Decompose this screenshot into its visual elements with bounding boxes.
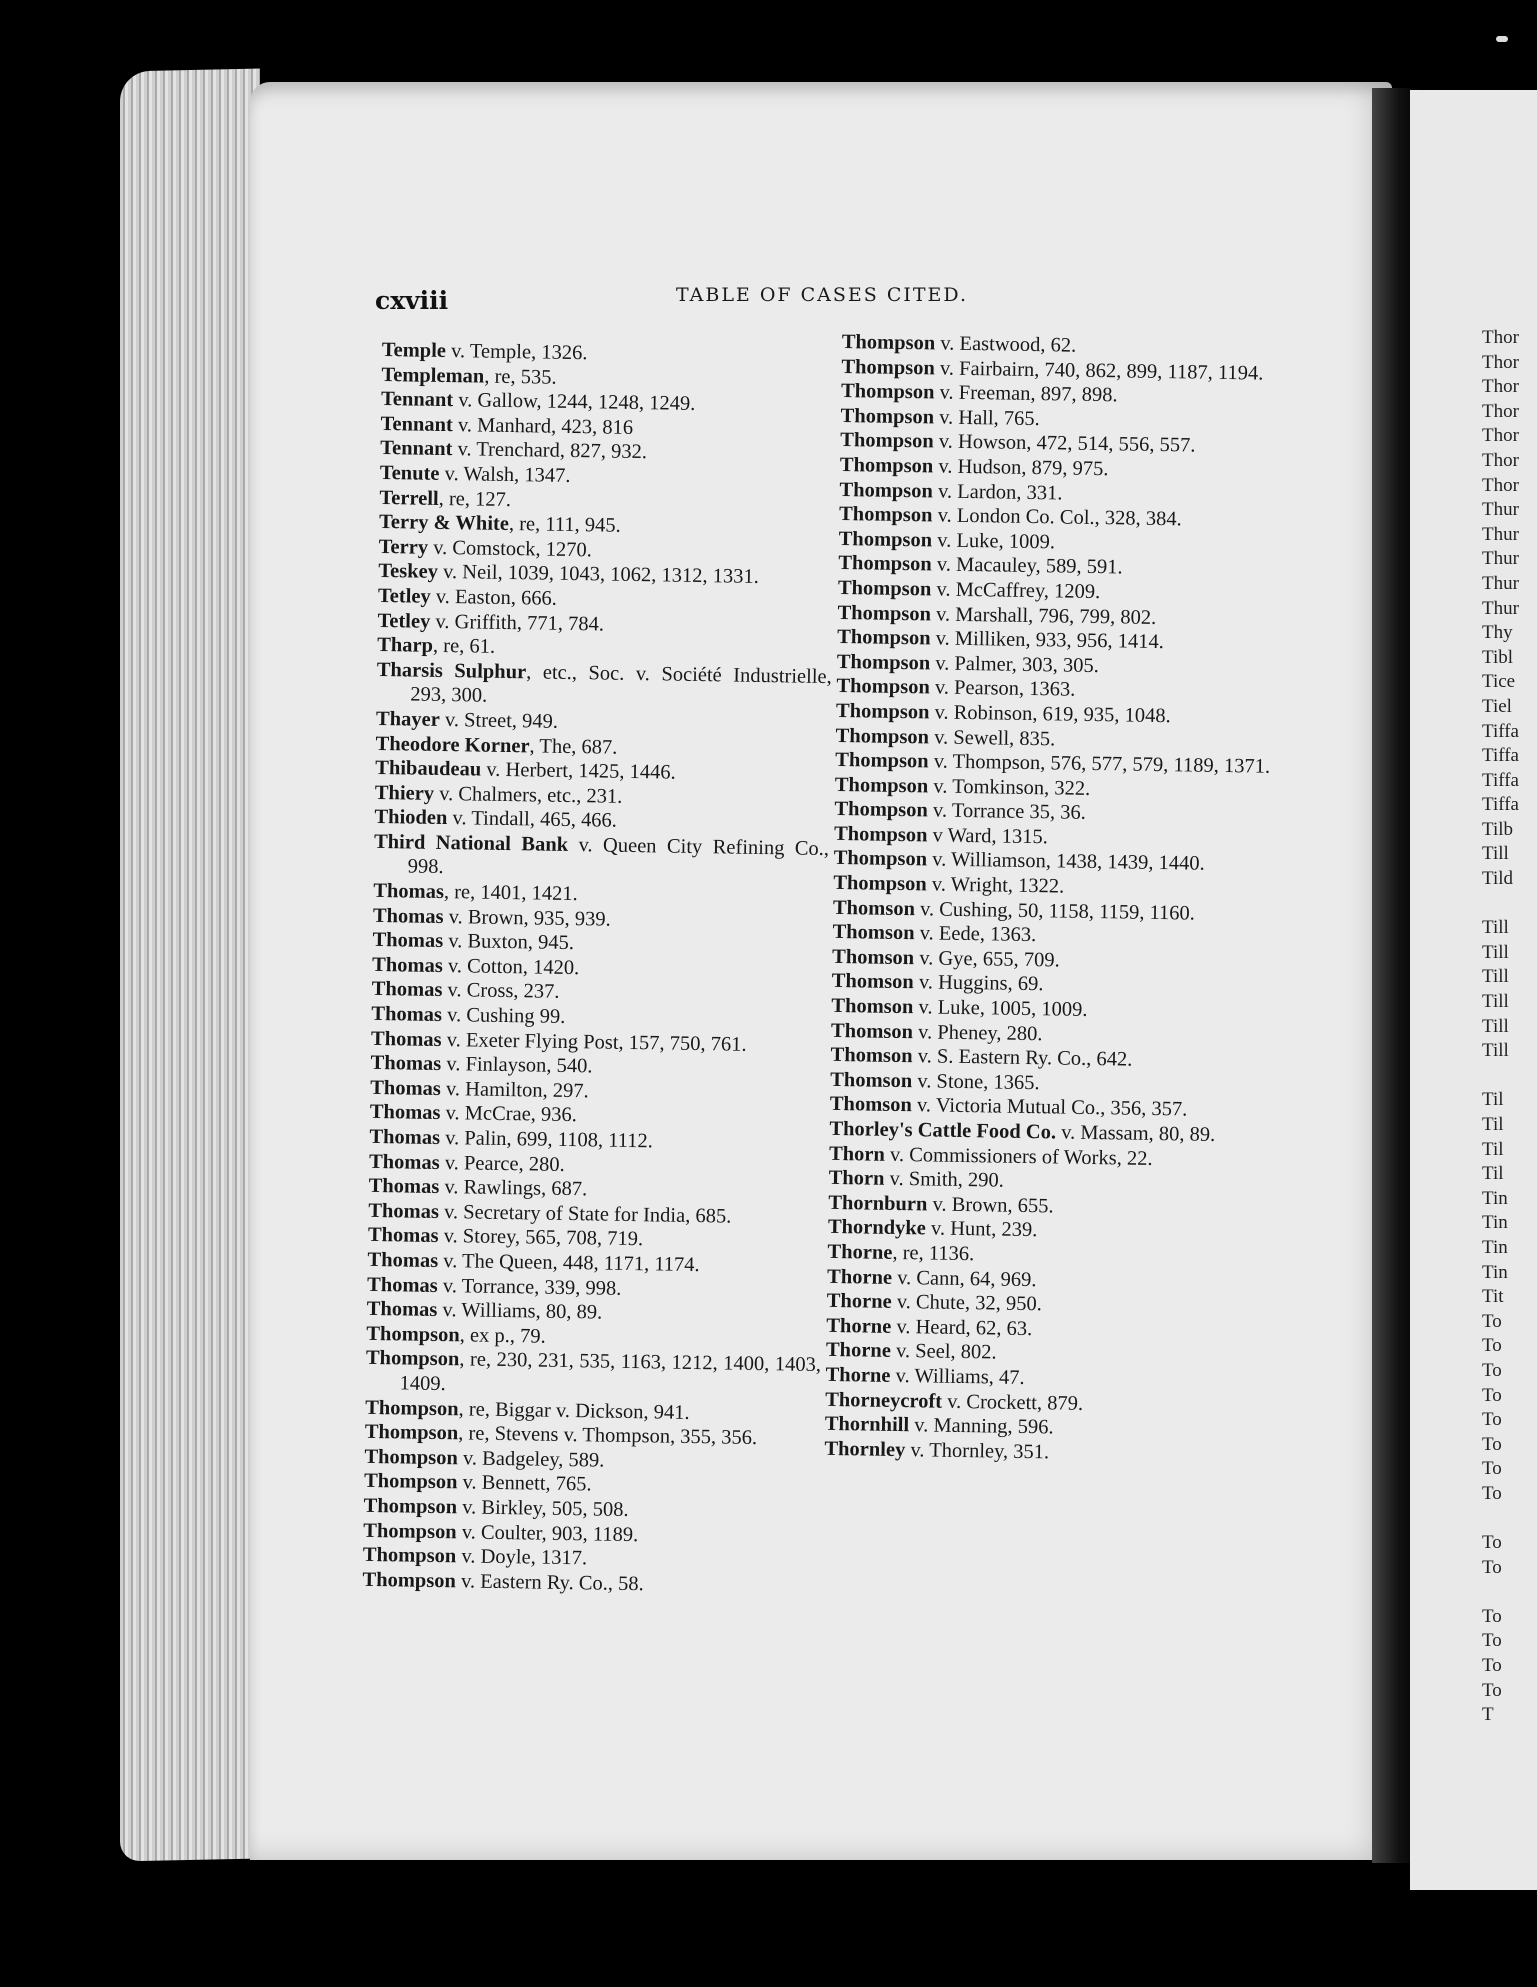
- facing-page-fragment: Tild: [1482, 868, 1513, 890]
- case-citation: v. Freeman, 897, 898.: [934, 381, 1118, 407]
- facing-page-fragment: Till: [1482, 966, 1509, 988]
- facing-page-fragment: Till: [1482, 1040, 1509, 1062]
- case-party: Thompson: [366, 1322, 460, 1347]
- case-party: Thomas: [368, 1199, 440, 1223]
- case-party: Thorn: [828, 1142, 886, 1166]
- page-edge-stack: [120, 69, 260, 1862]
- case-party: Thompson: [838, 527, 933, 552]
- case-party: Thorley's Cattle Food Co.: [829, 1117, 1057, 1144]
- case-party: Thomas: [366, 1273, 438, 1297]
- case-party: Thompson: [837, 576, 932, 601]
- case-citation: v. Griffith, 771, 784.: [430, 610, 605, 636]
- case-party: Thompson: [835, 724, 930, 748]
- case-party: Thomas: [372, 904, 444, 928]
- case-party: Thompson: [836, 650, 931, 675]
- case-party: Thomas: [367, 1224, 439, 1248]
- case-party: Thompson: [833, 822, 928, 847]
- case-party: Thomas: [369, 1125, 441, 1150]
- case-party: Terry: [378, 535, 429, 559]
- facing-page-fragment: [1482, 1580, 1537, 1605]
- case-citation: v. Eede, 1363.: [914, 922, 1037, 947]
- case-citation: v. Thornley, 351.: [905, 1438, 1050, 1464]
- case-party: Thompson: [838, 503, 933, 527]
- case-party: Tennant: [380, 388, 454, 412]
- case-party: Terrell: [379, 486, 439, 510]
- case-citation: v. Neil, 1039, 1043, 1062, 1312, 1331.: [437, 561, 760, 589]
- case-party: Temple: [381, 338, 447, 363]
- case-citation: v. Chalmers, etc., 231.: [433, 782, 623, 808]
- case-party: Thomson: [829, 1093, 913, 1117]
- case-citation: v. Brown, 655.: [927, 1193, 1054, 1218]
- facing-page-fragment: Till: [1482, 843, 1509, 865]
- case-party: Thomson: [830, 1044, 913, 1068]
- case-citation: v. McCaffrey, 1209.: [931, 578, 1101, 604]
- facing-page-fragment: To: [1482, 1556, 1502, 1578]
- facing-page-fragment: Thor: [1482, 400, 1519, 422]
- case-party: Thompson: [833, 871, 927, 896]
- scan-mark: [1496, 36, 1508, 42]
- case-citation: v. Walsh, 1347.: [439, 462, 571, 487]
- case-party: Thompson: [838, 552, 932, 576]
- case-party: Third National Bank: [373, 830, 569, 856]
- facing-page-fragment: To: [1482, 1384, 1502, 1406]
- facing-page-fragment: To: [1482, 1335, 1502, 1357]
- case-citation: v. Comstock, 1270.: [427, 536, 593, 562]
- facing-page-fragment: To: [1482, 1409, 1502, 1431]
- case-party: Thomas: [373, 879, 445, 904]
- facing-page-fragment: Tiffa: [1482, 745, 1519, 767]
- facing-page-fragment: Tilb: [1482, 818, 1513, 840]
- case-citation: v. Finlayson, 540.: [441, 1053, 593, 1078]
- case-citation: v. McCrae, 936.: [440, 1102, 578, 1127]
- case-citation: v. Hamilton, 297.: [440, 1077, 589, 1103]
- case-citation: v. Street, 949.: [439, 708, 559, 733]
- case-party: Thompson: [835, 699, 930, 724]
- case-citation: v. Rawlings, 687.: [439, 1176, 588, 1201]
- case-party: Thomas: [371, 953, 443, 977]
- case-citation: v. Commissioners of Works, 22.: [884, 1143, 1153, 1170]
- case-citation: v. Manhard, 423, 816: [452, 413, 634, 439]
- facing-page-fragment: Thur: [1482, 597, 1519, 619]
- facing-page-fragment: Tiffa: [1482, 769, 1519, 791]
- case-party: Thompson: [362, 1568, 457, 1593]
- case-entry: [376, 658, 832, 714]
- facing-page-fragment: Tice: [1482, 671, 1516, 693]
- case-party: Thibaudeau: [375, 757, 482, 781]
- facing-page-fragment: Thor: [1482, 376, 1519, 398]
- facing-page-fragment: Till: [1482, 941, 1509, 963]
- facing-page-fragment: To: [1482, 1359, 1502, 1381]
- case-party: Thomas: [370, 1076, 442, 1100]
- case-party: Thompson: [364, 1445, 459, 1470]
- case-party: Thompson: [837, 626, 931, 650]
- facing-page-fragment: Thur: [1482, 523, 1519, 545]
- case-citation: v. Pearce, 280.: [439, 1151, 565, 1176]
- case-party: Thomson: [831, 994, 914, 1019]
- case-party: Thomas: [371, 1002, 443, 1027]
- case-party: Thomas: [368, 1150, 440, 1174]
- case-citation: , re, 535.: [484, 365, 557, 389]
- case-party: Thompson: [839, 453, 934, 478]
- facing-page-fragment: Till: [1482, 991, 1509, 1013]
- facing-page-fragment: To: [1482, 1310, 1502, 1332]
- facing-page-fragment: Thor: [1482, 474, 1519, 496]
- case-party: Theodore Korner: [375, 732, 530, 757]
- case-party: Thayer: [375, 707, 440, 731]
- case-citation: v. Crockett, 879.: [941, 1390, 1084, 1415]
- case-party: Thomas: [369, 1101, 441, 1125]
- case-party: Thompson: [840, 404, 935, 429]
- facing-page-fragment: Tiffa: [1482, 720, 1519, 742]
- case-citation: v. Lardon, 331.: [932, 480, 1063, 505]
- case-party: Thomas: [368, 1175, 440, 1199]
- case-party: Thompson: [363, 1470, 458, 1494]
- case-citation: v. Secretary of State for India, 685.: [438, 1200, 732, 1228]
- case-party: Thomson: [832, 896, 916, 920]
- facing-page-fragment: T: [1482, 1704, 1494, 1726]
- case-citation: v. Brown, 935, 939.: [443, 905, 611, 931]
- case-party: Tharp: [377, 634, 434, 657]
- case-party: Thompson: [840, 380, 935, 404]
- case-party: Thompson: [363, 1494, 458, 1519]
- case-party: Thompson: [365, 1396, 459, 1420]
- case-citation: v. Cross, 237.: [442, 979, 560, 1004]
- facing-page-fragment: Tiffa: [1482, 794, 1519, 816]
- facing-page-fragment: [1482, 892, 1537, 917]
- case-party: Thornley: [824, 1437, 906, 1461]
- case-citation: v. Torrance, 339, 998.: [437, 1274, 622, 1300]
- case-citation: v. Bennett, 765.: [457, 1471, 592, 1496]
- facing-page-fragment: To: [1482, 1458, 1502, 1480]
- case-citation: v. Huggins, 69.: [913, 971, 1044, 996]
- facing-page-fragment: Till: [1482, 1015, 1509, 1037]
- case-citation: , ex p., 79.: [459, 1324, 546, 1348]
- case-party: Tennant: [380, 412, 453, 436]
- case-citation: v. Heard, 62, 63.: [891, 1315, 1033, 1340]
- case-citation: v. Smith, 290.: [884, 1167, 1005, 1192]
- case-citation: v. Palmer, 303, 305.: [930, 652, 1100, 677]
- case-citation: v. Palin, 699, 1108, 1112.: [439, 1127, 654, 1153]
- left-column: [362, 338, 837, 1599]
- case-party: Thornburn: [828, 1191, 928, 1216]
- case-party: Thorne: [825, 1363, 891, 1387]
- case-citation: v. Milliken, 933, 956, 1414.: [930, 627, 1165, 654]
- case-citation: , re, 230, 231, 535, 1163, 1212, 1400, 1403, 1409.: [399, 1348, 822, 1396]
- case-citation: v. Macauley, 589, 591.: [931, 553, 1123, 579]
- case-party: Thompson: [840, 429, 934, 453]
- case-party: Thomson: [831, 945, 915, 970]
- facing-page-fragment: Thor: [1482, 351, 1519, 373]
- case-party: Thompson: [365, 1347, 460, 1371]
- case-citation: v. Luke, 1009.: [931, 529, 1056, 554]
- case-party: Thompson: [834, 773, 929, 798]
- case-citation: , etc., Soc. v. Société Industrielle, 293, 300.: [410, 661, 832, 708]
- case-citation: v. Williams, 80, 89.: [437, 1299, 603, 1324]
- case-citation: v. Trenchard, 827, 932.: [452, 438, 648, 464]
- case-citation: v. Williamson, 1438, 1439, 1440.: [926, 848, 1205, 876]
- case-citation: , re, Biggar v. Dickson, 941.: [458, 1397, 690, 1424]
- case-entry: [365, 1346, 821, 1402]
- case-citation: v. Easton, 666.: [430, 585, 558, 610]
- case-citation: v. Doyle, 1317.: [456, 1545, 588, 1570]
- case-citation: v. Wright, 1322.: [926, 873, 1065, 898]
- case-citation: v. Pheney, 280.: [912, 1020, 1043, 1045]
- facing-page-fragment: Thur: [1482, 548, 1519, 570]
- case-party: Thorne: [826, 1290, 892, 1314]
- facing-page-fragment: Tin: [1482, 1261, 1508, 1283]
- case-party: Thomas: [366, 1298, 438, 1322]
- case-citation: v. Howson, 472, 514, 556, 557.: [933, 430, 1196, 457]
- case-citation: , re, 127.: [438, 487, 512, 511]
- page-number: cxviii: [375, 286, 449, 315]
- case-citation: v. Hunt, 239.: [925, 1217, 1038, 1242]
- case-citation: v. The Queen, 448, 1171, 1174.: [437, 1249, 700, 1277]
- case-party: Thompson: [362, 1543, 457, 1568]
- case-citation: v. Stone, 1365.: [912, 1070, 1040, 1095]
- case-entry: [374, 830, 830, 886]
- facing-page-fragment: To: [1482, 1532, 1502, 1554]
- case-party: Thomson: [832, 921, 915, 945]
- case-party: Thiery: [374, 781, 435, 805]
- case-party: Thomas: [372, 929, 444, 953]
- case-party: Thomas: [367, 1248, 439, 1272]
- case-party: Thomson: [831, 970, 914, 994]
- facing-page-fragment: To: [1482, 1605, 1502, 1627]
- case-citation: , re, 111, 945.: [508, 513, 621, 537]
- case-citation: v. Coulter, 903, 1189.: [456, 1520, 639, 1546]
- facing-page-fragment: Thur: [1482, 572, 1519, 594]
- facing-page-fragment: To: [1482, 1679, 1502, 1701]
- case-party: Thompson: [839, 478, 934, 503]
- case-party: Thornhill: [824, 1412, 910, 1437]
- case-party: Thompson: [833, 847, 928, 871]
- case-citation: v. Badgeley, 589.: [457, 1447, 605, 1472]
- facing-page-fragment: Tin: [1482, 1212, 1508, 1234]
- case-citation: v. London Co. Col., 328, 384.: [932, 504, 1182, 531]
- case-party: Thompson: [835, 749, 929, 773]
- case-citation: v. Torrance 35, 36.: [927, 799, 1087, 825]
- case-citation: v. Pearson, 1363.: [929, 676, 1076, 702]
- case-citation: v. Cann, 64, 969.: [891, 1266, 1037, 1291]
- case-citation: v. Massam, 80, 89.: [1055, 1121, 1216, 1146]
- case-party: Thorne: [825, 1339, 892, 1363]
- case-party: Thioden: [374, 806, 448, 830]
- case-party: Thorn: [828, 1167, 885, 1190]
- facing-page-fragment: Til: [1482, 1114, 1504, 1135]
- case-citation: v. Victoria Mutual Co., 356, 357.: [911, 1094, 1188, 1121]
- case-citation: v. Buxton, 945.: [442, 930, 575, 955]
- case-citation: v. Tindall, 465, 466.: [447, 807, 618, 833]
- case-party: Thorneycroft: [825, 1388, 943, 1413]
- case-citation: , re, 61.: [432, 634, 496, 658]
- case-party: Thompson: [836, 675, 931, 699]
- case-citation: v. Tomkinson, 322.: [928, 775, 1091, 800]
- facing-page-fragment: Thor: [1482, 327, 1519, 348]
- case-citation: v. Hudson, 879, 975.: [933, 455, 1109, 481]
- case-citation: v. Manning, 596.: [908, 1414, 1054, 1439]
- case-party: Thorndyke: [827, 1216, 927, 1240]
- case-party: Thorne: [826, 1314, 892, 1338]
- case-citation: , re, Stevens v. Thompson, 355, 356.: [458, 1422, 758, 1450]
- case-party: Thomas: [370, 1052, 442, 1076]
- case-citation: v. Cushing 99.: [441, 1004, 566, 1028]
- case-citation: , re, 1401, 1421.: [443, 881, 578, 906]
- case-citation: v. Marshall, 796, 799, 802.: [930, 602, 1157, 629]
- case-citation: v. Chute, 32, 950.: [891, 1291, 1042, 1316]
- case-party: Thompson: [834, 798, 929, 822]
- case-citation: v. Gye, 655, 709.: [914, 947, 1060, 972]
- case-citation: v Ward, 1315.: [927, 824, 1049, 849]
- facing-page-fragment: Thy: [1482, 622, 1513, 644]
- facing-page-fragment: Tibl: [1482, 646, 1513, 668]
- case-party: Thomas: [371, 978, 443, 1002]
- case-citation: v. Sewell, 835.: [928, 725, 1056, 750]
- case-citation: v. Thompson, 576, 577, 579, 1189, 1371.: [928, 750, 1271, 778]
- facing-page-fragment: Thor: [1482, 425, 1519, 447]
- case-party: Tetley: [377, 584, 431, 608]
- case-party: Tennant: [380, 437, 453, 461]
- right-column: [824, 330, 1297, 1468]
- case-party: Terry & White: [378, 511, 510, 536]
- facing-page-fragment: Thur: [1482, 499, 1519, 521]
- case-citation: v. Temple, 1326.: [445, 340, 588, 365]
- case-party: Thompson: [364, 1420, 459, 1445]
- case-party: Thorne: [827, 1240, 893, 1264]
- facing-page-fragment: [1482, 1064, 1537, 1089]
- case-party: Tharsis Sulphur: [376, 658, 527, 684]
- case-citation: v. Herbert, 1425, 1446.: [481, 758, 676, 784]
- facing-page-fragment: Til: [1482, 1089, 1504, 1111]
- facing-page-fragment: To: [1482, 1630, 1502, 1652]
- case-party: Thomson: [830, 1019, 914, 1043]
- case-party: Thomson: [830, 1068, 913, 1093]
- case-citation: v. Fairbairn, 740, 862, 899, 1187, 1194.: [934, 357, 1264, 385]
- case-citation: v. Hall, 765.: [933, 406, 1040, 430]
- case-party: Thorne: [826, 1265, 893, 1289]
- case-citation: v. Luke, 1005, 1009.: [913, 996, 1088, 1021]
- facing-page-fragment: Til: [1482, 1163, 1504, 1185]
- case-citation: v. Williams, 47.: [890, 1364, 1025, 1389]
- case-citation: , re, 1136.: [892, 1241, 975, 1266]
- case-citation: , The, 687.: [529, 734, 618, 759]
- facing-page-fragment: To: [1482, 1433, 1502, 1455]
- case-citation: v. Exeter Flying Post, 157, 750, 761.: [441, 1028, 747, 1056]
- case-party: Thompson: [363, 1519, 457, 1543]
- case-party: Thompson: [837, 601, 932, 625]
- facing-page-fragment: Tin: [1482, 1236, 1508, 1258]
- facing-page-fragment: [1482, 1507, 1537, 1532]
- case-party: Tenute: [379, 461, 440, 485]
- case-citation: v. Robinson, 619, 935, 1048.: [929, 701, 1171, 728]
- case-party: Tetley: [377, 609, 431, 633]
- case-party: Thomas: [370, 1027, 442, 1051]
- case-party: Templeman: [381, 363, 485, 388]
- facing-page-fragment: Thor: [1482, 449, 1519, 471]
- case-citation: v. Storey, 565, 708, 719.: [438, 1225, 644, 1251]
- running-head: TABLE OF CASES CITED.: [676, 284, 969, 306]
- facing-page-fragment: To: [1482, 1655, 1502, 1677]
- facing-page-fragment: Til: [1482, 1138, 1504, 1160]
- case-citation: v. Birkley, 505, 508.: [456, 1496, 629, 1521]
- case-citation: v. Cotton, 1420.: [442, 954, 580, 980]
- facing-page-fragment: Tiel: [1482, 695, 1512, 717]
- case-citation: v. Cushing, 50, 1158, 1159, 1160.: [914, 897, 1196, 925]
- facing-page-fragment: Tit: [1482, 1286, 1504, 1308]
- case-party: Teskey: [378, 560, 439, 584]
- case-citation: v. Queen City Refining Co., 998.: [407, 833, 830, 879]
- facing-page-text: [1482, 326, 1537, 1728]
- case-citation: v. S. Eastern Ry. Co., 642.: [912, 1045, 1133, 1071]
- case-citation: v. Eastern Ry. Co., 58.: [455, 1570, 644, 1595]
- case-citation: v. Eastwood, 62.: [935, 332, 1077, 357]
- case-party: Thompson: [841, 355, 936, 380]
- case-party: Thompson: [841, 330, 936, 355]
- facing-page-fragment: Till: [1482, 917, 1509, 939]
- case-citation: v. Gallow, 1244, 1248, 1249.: [453, 389, 696, 416]
- facing-page-fragment: Tin: [1482, 1187, 1508, 1209]
- case-citation: v. Seel, 802.: [890, 1340, 997, 1364]
- facing-page-fragment: To: [1482, 1482, 1502, 1504]
